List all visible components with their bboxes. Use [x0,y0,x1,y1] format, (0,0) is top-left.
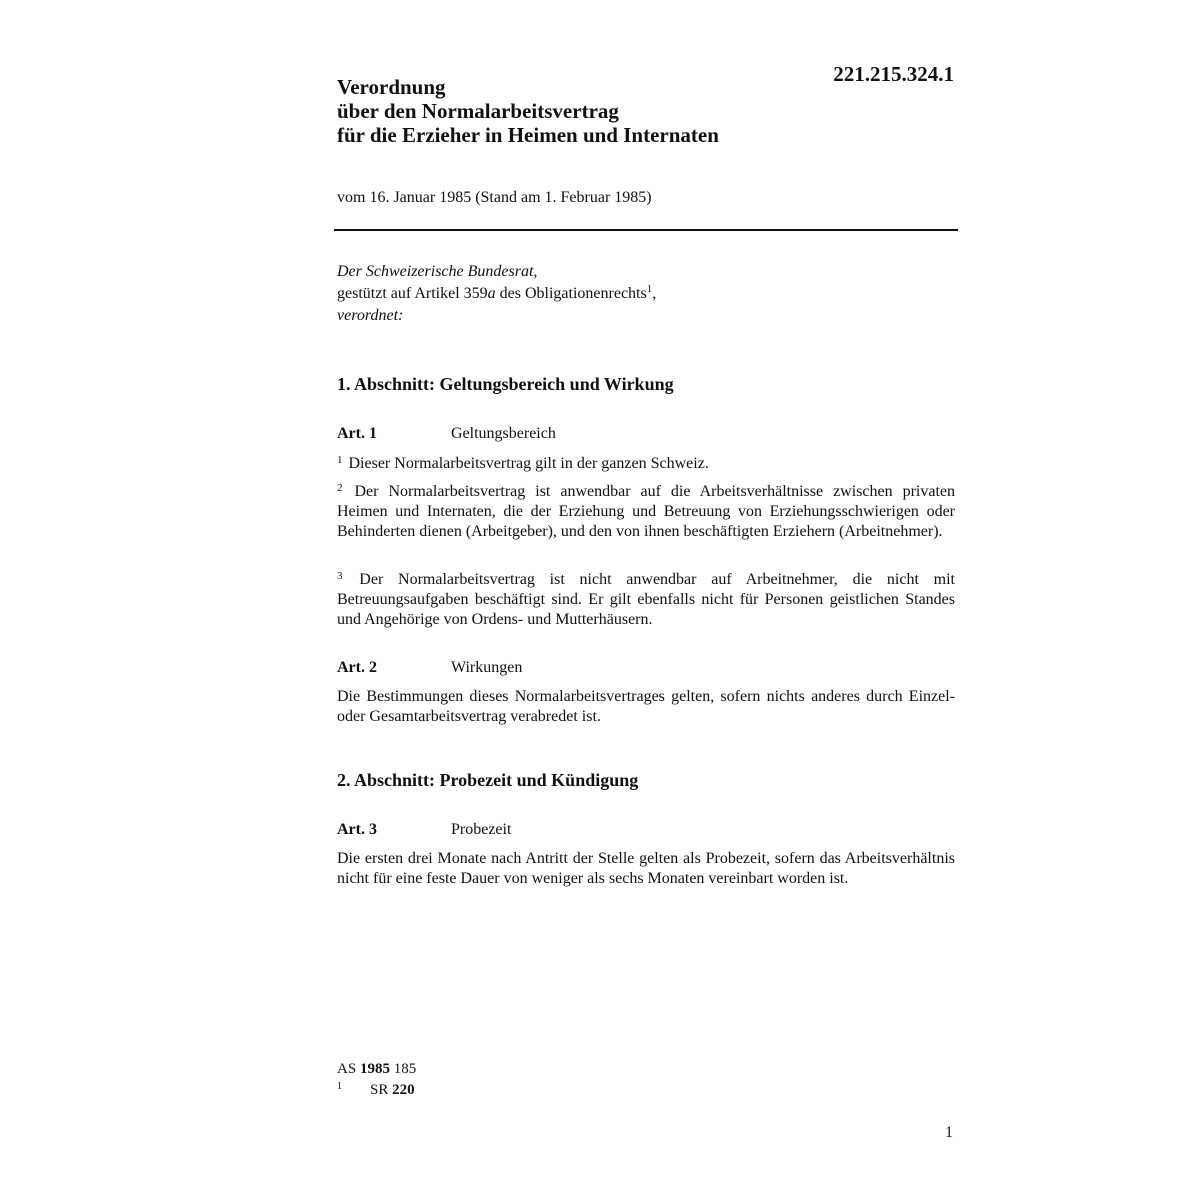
paragraph-text: Die ersten drei Monate nach Antritt der Stelle gelten als Probezeit, sofern das Arbeitsverhältnis nicht für eine feste Dauer von weniger als sechs Monaten vereinbart worden ist. [337,850,955,887]
paragraph [337,454,955,474]
paragraph [337,687,955,727]
paragraph-text: Die Bestimmungen dieses Normalarbeitsvertrages gelten, sofern nichts anderes durch Einzel- oder Gesamtarbeitsvertrag verabredet ist. [337,688,955,725]
article-title: Probezeit [451,821,512,838]
paragraph-text: Der Normalarbeitsvertrag ist nicht anwendbar auf Arbeitnehmer, die nicht mit Betreuungsaufgaben beschäftigt sind. Er gilt ebenfalls nicht für Personen geistlichen Standes und Angehörige von Ordens- und Mutterhäusern. [337,571,955,628]
paragraph-number: 1 [337,454,343,466]
official-collection-reference [337,1059,416,1080]
paragraph [337,849,955,889]
section-heading: 1. Abschnitt: Geltungsbereich und Wirkung [337,374,674,394]
article-number: Art. 1 [337,425,377,442]
article-heading [337,425,556,443]
article-number: Art. 2 [337,659,377,676]
section-heading: 2. Abschnitt: Probezeit und Kündigung [337,770,639,790]
title-line: über den Normalarbeitsvertrag [337,99,619,123]
article-title: Geltungsbereich [451,425,556,442]
preamble-authority: Der Schweizerische Bundesrat, [337,263,538,280]
footnote-sr-number: 220 [392,1082,415,1098]
footnote-reference[interactable]: 1 [646,283,653,295]
as-year: 1985 [359,1061,390,1077]
as-prefix: AS [337,1061,360,1077]
article-heading [337,821,511,839]
paragraph [337,482,955,542]
preamble [337,261,955,327]
article-heading [337,659,522,677]
preamble-enacting: verordnet: [337,307,404,324]
title-line: für die Erzieher in Heimen und Internaten [337,123,719,147]
ordinance-title [337,75,837,147]
paragraph-number: 3 [337,570,343,582]
footnote-1: 1 SR 220 [337,1081,415,1098]
basis-prefix: gestützt auf Artikel 359 [337,285,488,302]
preamble-basis [337,283,955,305]
basis-end: , [652,285,657,302]
article-number: Art. 3 [337,821,377,838]
sr-number: 221.215.324.1 [833,62,954,86]
paragraph-text: Der Normalarbeitsvertrag ist anwendbar auf die Arbeitsverhältnisse zwischen privaten Heimen und Internaten, die der Erziehung und Betreuung von Erziehungsschwierigen oder Behinderten dienen (Arbeitgeber), und den von ihnen beschäftigten Erziehern (Arbeitnehmer). [337,483,956,540]
basis-middle: des Obligationenrechts [495,285,647,302]
page-number: 1 [945,1124,953,1141]
footnotes [337,1059,416,1101]
paragraph-text: Dieser Normalarbeitsvertrag gilt in der ganzen Schweiz. [348,455,709,472]
footnote-prefix: SR [370,1082,393,1098]
paragraph-number: 2 [337,482,343,494]
paragraph [337,570,955,630]
basis-article-suffix: a [487,285,496,302]
article-title: Wirkungen [451,659,523,676]
title-line: Verordnung [337,75,446,99]
date-line: vom 16. Januar 1985 (Stand am 1. Februar 1985) [337,189,652,206]
header-divider [334,229,958,231]
as-page: 185 [389,1061,417,1077]
